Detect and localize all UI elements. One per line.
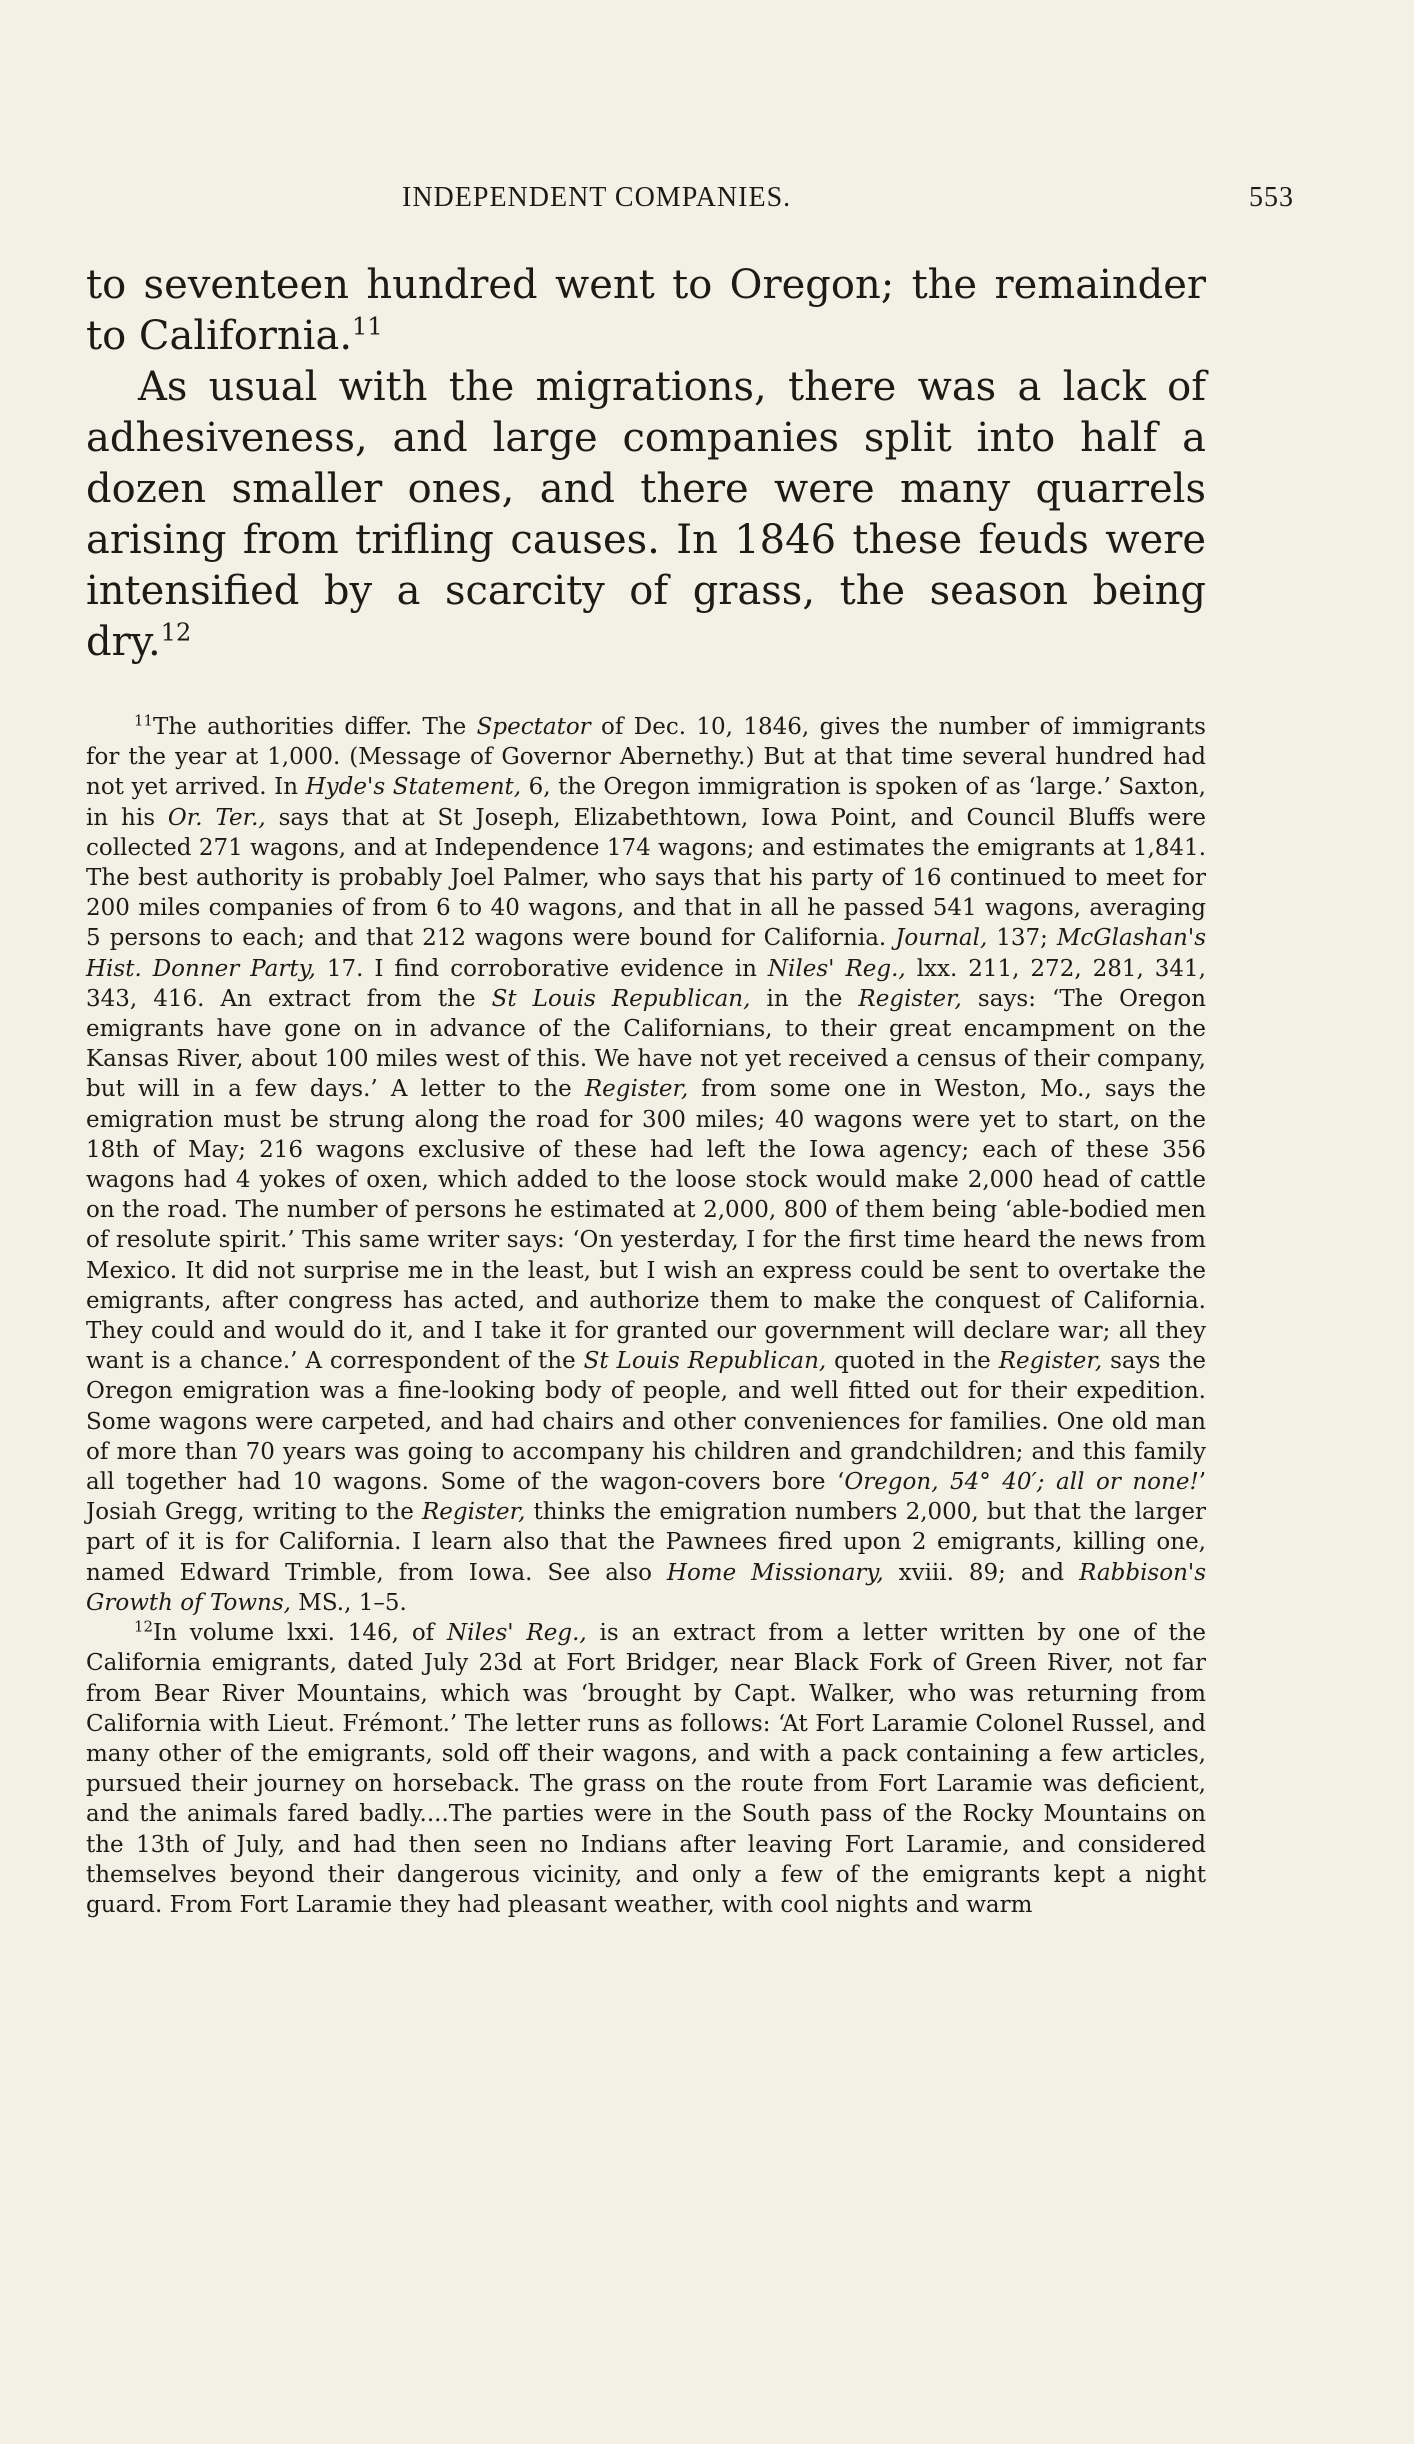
fn-text: lxx. 211, 272, 281, 341, 343, 416. An extract from the — [86, 955, 1206, 1012]
fn-italic: Spectator — [476, 714, 591, 740]
page-number: 553 — [1249, 182, 1294, 213]
fn-text: from some one in Weston, Mo., says the emigration must be strung along the road for 300 miles; 40 wagons were yet to start, on the 18th of May; 216 wagons exclusive of these had left the Iowa agency; each of these 356 wagons had 4 yokes of oxen, which added to the loose stock would make 2,000 head of cattle on the road. The number of persons he estimated at 2,000, 800 of them being ‘able-bodied men of resolute spirit.’ This same writer says: ‘On yesterday, I for the first time heard the news from Mexico. It did not surprise me in the least, but I wish an express could be sent to overtake the emigrants, after congress has acted, and authorize them to make the conquest of California. They could and would do it, and I take it for granted our government will declare war; all they want is a chance.’ A correspondent of the — [86, 1076, 1206, 1375]
fn-text: says the Oregon emigration was a fine-looking body of people, and well fitted out for their expedition. Some wagons were carpeted, and had chairs and other conveniences for families. One old man of more than 70 years was going to accompany his children and grandchildren; and this family all together had 10 wagons. Some of the wagon-covers bore ‘ — [86, 1348, 1206, 1496]
paragraph-text: As usual with the migrations, there was a lack of adhesiveness, and large companies split into half a dozen smaller ones, and there were many quarrels arising from trifling causes. In 1846 these feuds were intensified by a scarcity of grass, the season being dry. — [86, 364, 1206, 665]
footnote-number: 11 — [134, 711, 154, 730]
fn-italic: Niles' Reg., — [447, 1620, 587, 1647]
main-text — [86, 260, 1206, 668]
fn-italic: Register, — [858, 985, 962, 1012]
fn-italic: Oregon, 54° 40′; all or none! — [844, 1469, 1199, 1496]
running-title: INDEPENDENT COMPANIES. — [402, 182, 792, 213]
fn-italic: St Louis Republican, — [583, 1348, 827, 1375]
fn-italic: McGlashan's Hist. Donner Party, — [86, 925, 1206, 982]
fn-italic: Register, — [584, 1076, 689, 1103]
fn-italic: Register, — [421, 1499, 526, 1526]
fn-text: of Dec. 10, 1846, gives the number of immigrants for the year at 1,000. (Message of Governor Abernethy.) But at that time several hundred had not yet arrived. In — [86, 714, 1206, 801]
paragraph-continuation — [86, 260, 1206, 362]
footnote-number: 12 — [134, 1617, 154, 1636]
fn-text: thinks the emigration numbers 2,000, but that the larger part of it is for California. I learn also that the Pawnees fired upon 2 emigrants, killing one, named Edward Trimble, from Iowa. See also — [86, 1499, 1206, 1586]
paragraph — [86, 362, 1206, 668]
fn-italic: Home Missionary, — [666, 1559, 884, 1586]
fn-text: 17. I find corroborative evidence in — [315, 955, 768, 982]
footnote-11 — [86, 712, 1206, 1618]
footnote-ref: 11 — [352, 312, 383, 341]
fn-text: MS., 1–5. — [290, 1589, 407, 1616]
fn-italic: Or. Ter., — [167, 804, 266, 831]
fn-italic: Journal, — [895, 925, 988, 952]
fn-italic: Rabbison's Growth of Towns, — [86, 1559, 1207, 1616]
paragraph-text: to seventeen hundred went to Oregon; the remainder to California. — [86, 262, 1206, 359]
footnotes — [86, 712, 1206, 1920]
footnote-12 — [86, 1618, 1206, 1920]
footnote-ref: 12 — [160, 618, 192, 647]
fn-italic: St Louis Republican, — [491, 985, 751, 1012]
fn-text: says that at St Joseph, Elizabethtown, Iowa Point, and Council Bluffs were collected 271 wagons, and at Independence 174 wagons; and estimates the emigrants at 1,841. The best authority is probably Joel Palmer, who says that his party of 16 continued to meet for 200 miles companies of from 6 to 40 wagons, and that in all he passed 541 wagons, averaging 5 persons to each; and that 212 wagons were bound for California. — [86, 804, 1207, 952]
fn-italic: Niles' Reg., — [767, 955, 906, 982]
fn-text: quoted in the — [826, 1348, 999, 1375]
fn-text: says: ‘The Oregon emigrants have gone on in advance of the Californians, to their great encampment on the Kansas River, about 100 miles west of this. We have not yet received a census of their company, but will in a few days.’ A letter to the — [86, 985, 1206, 1103]
fn-text: xviii. 89; and — [883, 1559, 1080, 1586]
fn-text: In volume lxxi. 146, of — [153, 1620, 448, 1647]
fn-text: 137; — [987, 925, 1057, 952]
fn-italic: Hyde's Statement, — [305, 774, 522, 801]
fn-italic: Register, — [998, 1348, 1103, 1375]
fn-text: 6, the Oregon immigration is spoken of as ‘large.’ Saxton, in his — [86, 774, 1206, 831]
fn-text: is an extract from a letter written by one of the California emigrants, dated July 23d at Fort Bridger, near Black Fork of Green River, not far from Bear River Mountains, which was ‘brought by Capt. Walker, who was returning from California with Lieut. Frémont.’ The letter runs as follows: ‘At Fort Laramie Colonel Russel, and many other of the emigrants, sold off their wagons, and with a pack containing a few articles, pursued their journey on horseback. The grass on the route from Fort Laramie was deficient, and the animals fared badly....The parties were in the South pass of the Rocky Mountains on the 13th of July, and had then seen no Indians after leaving Fort Laramie, and considered themselves beyond their dangerous vicinity, and only a few of the emigrants kept a night guard. From Fort Laramie they had pleasant weather, with cool nights and warm — [86, 1620, 1207, 1918]
fn-text: The authorities differ. The — [153, 714, 477, 740]
fn-text: ’ Josiah Gregg, writing to the — [86, 1469, 1207, 1526]
fn-text: in the — [750, 985, 859, 1012]
